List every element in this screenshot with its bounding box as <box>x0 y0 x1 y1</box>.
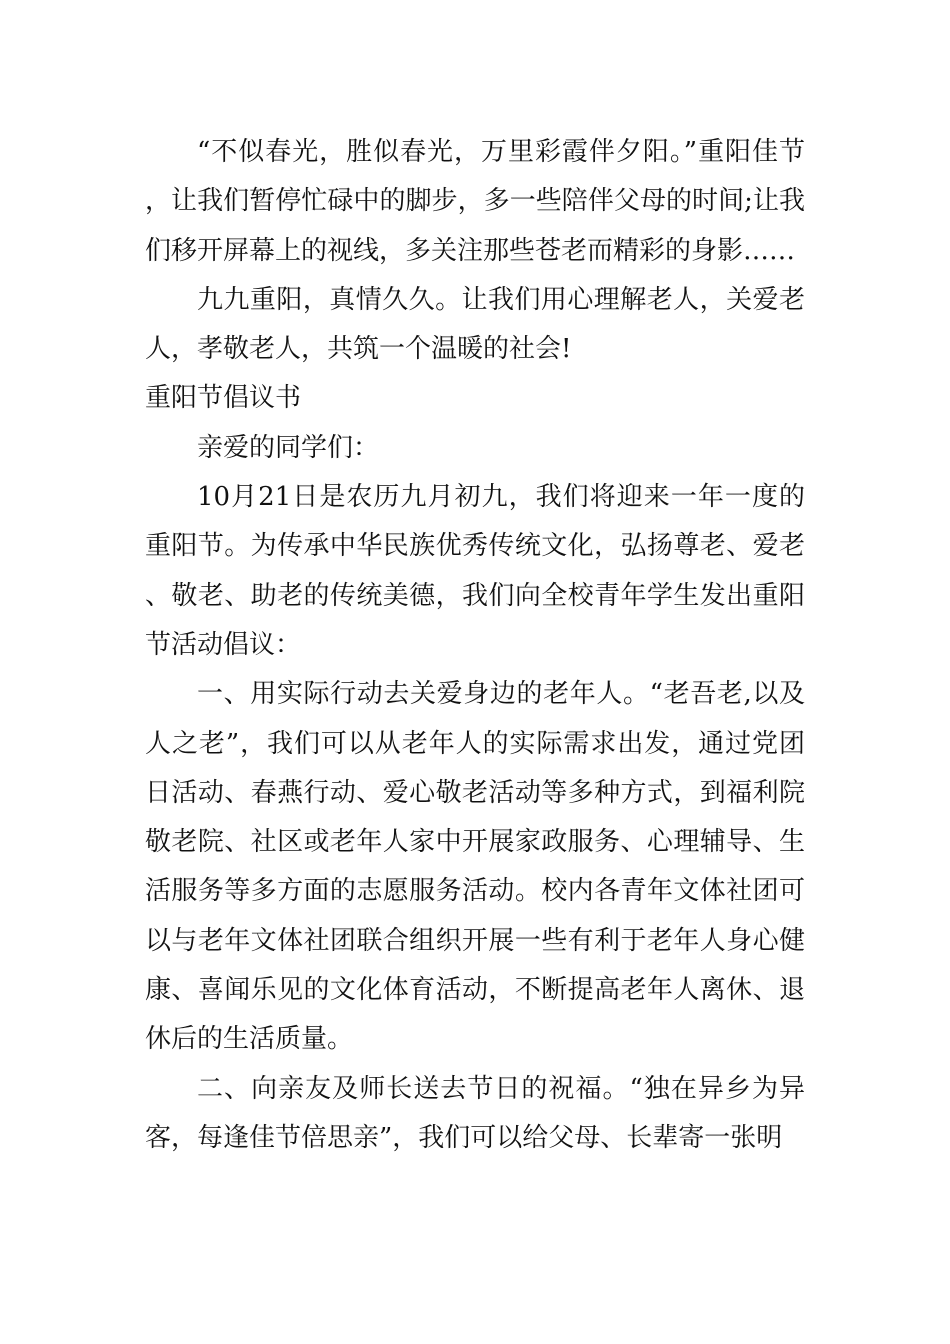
closing-paragraph: 九九重阳，真情久久。让我们用心理解老人，关爱老人，孝敬老人，共筑一个温暖的社会! <box>145 284 805 365</box>
document-body <box>145 128 805 1163</box>
salutation-paragraph: 亲爱的同学们： <box>197 432 380 463</box>
date-paragraph: 10月21日是农历九月初九，我们将迎来一年一度的重阳节。为传承中华民族优秀传统文化，弘扬尊老、爱老、敬老、助老的传统美德，我们向全校青年学生发出重阳节活动倡议： <box>145 482 805 660</box>
intro-paragraph: “不似春光，胜似春光，万里彩霞伴夕阳。”重阳佳节，让我们暂停忙碌中的脚步，多一些陪伴父母的时间;让我们移开屏幕上的视线，多关注那些苍老而精彩的身影…… <box>145 137 805 266</box>
section-heading: 重阳节倡议书 <box>145 383 302 414</box>
proposal-two-paragraph: 二、向亲友及师长送去节日的祝福。“独在异乡为异客，每逢佳节倍思亲”，我们可以给父母、长辈寄一张明 <box>145 1073 805 1153</box>
proposal-one-paragraph: 一、用实际行动去关爱身边的老年人。“老吾老,以及人之老”，我们可以从老年人的实际需求出发，通过党团日活动、春燕行动、爱心敬老活动等多种方式，到福利院敬老院、社区或老年人家中开展家政服务、心理辅导、生活服务等多方面的志愿服务活动。校内各青年文体社团可以与老年文体社团联合组织开展一些有利于老年人身心健康、喜闻乐见的文化体育活动，不断提高老年人离休、退休后的生活质量。 <box>145 679 805 1055</box>
